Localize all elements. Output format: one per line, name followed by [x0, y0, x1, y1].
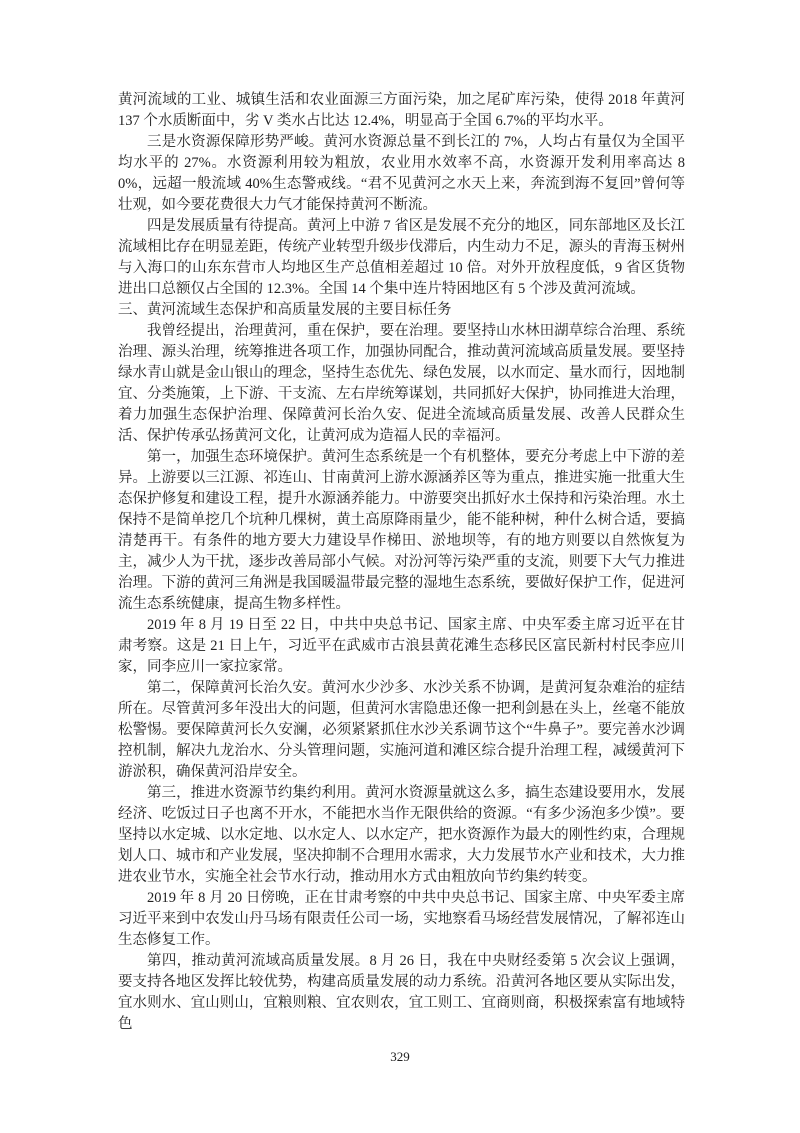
section-heading: 三、黄河流域生态保护和高质量发展的主要目标任务 — [118, 302, 452, 318]
document-text — [118, 90, 685, 1035]
paragraph: 三是水资源保障形势严峻。黄河水资源总量不到长江的 7%，人均占有量仅为全国平均水平的 27%。水资源利用较为粗放，农业用水效率不高，水资源开发利用率高达 80%，远超一般流域 40%生态警戒线。“君不见黄河之水天上来，奔流到海不复回”曾何等壮观，如今要花费很大力气才能保持黄河不断流。 — [118, 134, 685, 213]
page-footer — [0, 1048, 800, 1065]
paragraph: 第四，推动黄河流域高质量发展。8 月 26 日，我在中央财经委第 5 次会议上强调，要支持各地区发挥比较优势，构建高质量发展的动力系统。沿黄河各地区要从实际出发，宜水则水、宜山则山，宜粮则粮、宜农则农，宜工则工、宜商则商，积极探索富有地域特色 — [118, 953, 685, 1032]
paragraph: 我曾经提出，治理黄河，重在保护，要在治理。要坚持山水林田湖草综合治理、系统治理、源头治理，统筹推进各项工作，加强协同配合，推动黄河流域高质量发展。要坚持绿水青山就是金山银山的理念，坚持生态优先、绿色发展，以水而定、量水而行，因地制宜、分类施策，上下游、干支流、左右岸统筹谋划，共同抓好大保护，协同推进大治理，着力加强生态保护治理、保障黄河长治久安、促进全流域高质量发展、改善人民群众生活、保护传承弘扬黄河文化，让黄河成为造福人民的幸福河。 — [118, 323, 685, 444]
paragraph: 第一，加强生态环境保护。黄河生态系统是一个有机整体，要充分考虑上中下游的差异。上游要以三江源、祁连山、甘南黄河上游水源涵养区等为重点，推进实施一批重大生态保护修复和建设工程，提升水源涵养能力。中游要突出抓好水土保持和污染治理。水土保持不是简单挖几个坑种几棵树，黄土高原降雨量少，能不能种树，种什么树合适，要搞清楚再干。有条件的地方要大力建设旱作梯田、淤地坝等，有的地方则要以自然恢复为主，减少人为干扰，逐步改善局部小气候。对汾河等污染严重的支流，则要下大气力推进治理。下游的黄河三角洲是我国暖温带最完整的湿地生态系统，要做好保护工作，促进河流生态系统健康，提高生物多样性。 — [118, 449, 685, 612]
paragraph: 2019 年 8 月 20 日傍晚，正在甘肃考察的中共中央总书记、国家主席、中央军委主席习近平来到中农发山丹马场有限责任公司一场，实地察看马场经营发展情况，了解祁连山生态修复工作。 — [118, 890, 685, 948]
paragraph: 四是发展质量有待提高。黄河上中游 7 省区是发展不充分的地区，同东部地区及长江流域相比存在明显差距，传统产业转型升级步伐滞后，内生动力不足，源头的青海玉树州与入海口的山东东营市人均地区生产总值相差超过 10 倍。对外开放程度低，9 省区货物进出口总额仅占全国的 12.3%。全国 14 个集中连片特困地区有 5 个涉及黄河流域。 — [118, 218, 685, 297]
paragraph: 第三，推进水资源节约集约利用。黄河水资源量就这么多，搞生态建设要用水，发展经济、吃饭过日子也离不开水，不能把水当作无限供给的资源。“有多少汤泡多少馍”。要坚持以水定城、以水定地、以水定人、以水定产，把水资源作为最大的刚性约束，合理规划人口、城市和产业发展，坚决抑制不合理用水需求，大力发展节水产业和技术，大力推进农业节水，实施全社会节水行动，推动用水方式由粗放向节约集约转变。 — [118, 785, 685, 885]
page-number: 329 — [390, 1049, 410, 1064]
paragraph: 黄河流域的工业、城镇生活和农业面源三方面污染，加之尾矿库污染，使得 2018 年黄河 137 个水质断面中，劣 V 类水占比达 12.4%，明显高于全国 6.7%的平均水平。 — [118, 92, 685, 129]
paragraph: 第二，保障黄河长治久安。黄河水少沙多、水沙关系不协调，是黄河复杂难治的症结所在。尽管黄河多年没出大的问题，但黄河水害隐患还像一把利剑悬在头上，丝毫不能放松警惕。要保障黄河长久安澜，必须紧紧抓住水沙关系调节这个“牛鼻子”。要完善水沙调控机制，解决九龙治水、分头管理问题，实施河道和滩区综合提升治理工程，减缓黄河下游淤积，确保黄河沿岸安全。 — [118, 680, 685, 780]
paragraph: 2019 年 8 月 19 日至 22 日，中共中央总书记、国家主席、中央军委主席习近平在甘肃考察。这是 21 日上午，习近平在武威市古浪县黄花滩生态移民区富民新村村民李应川家，同李应川一家拉家常。 — [118, 617, 685, 675]
